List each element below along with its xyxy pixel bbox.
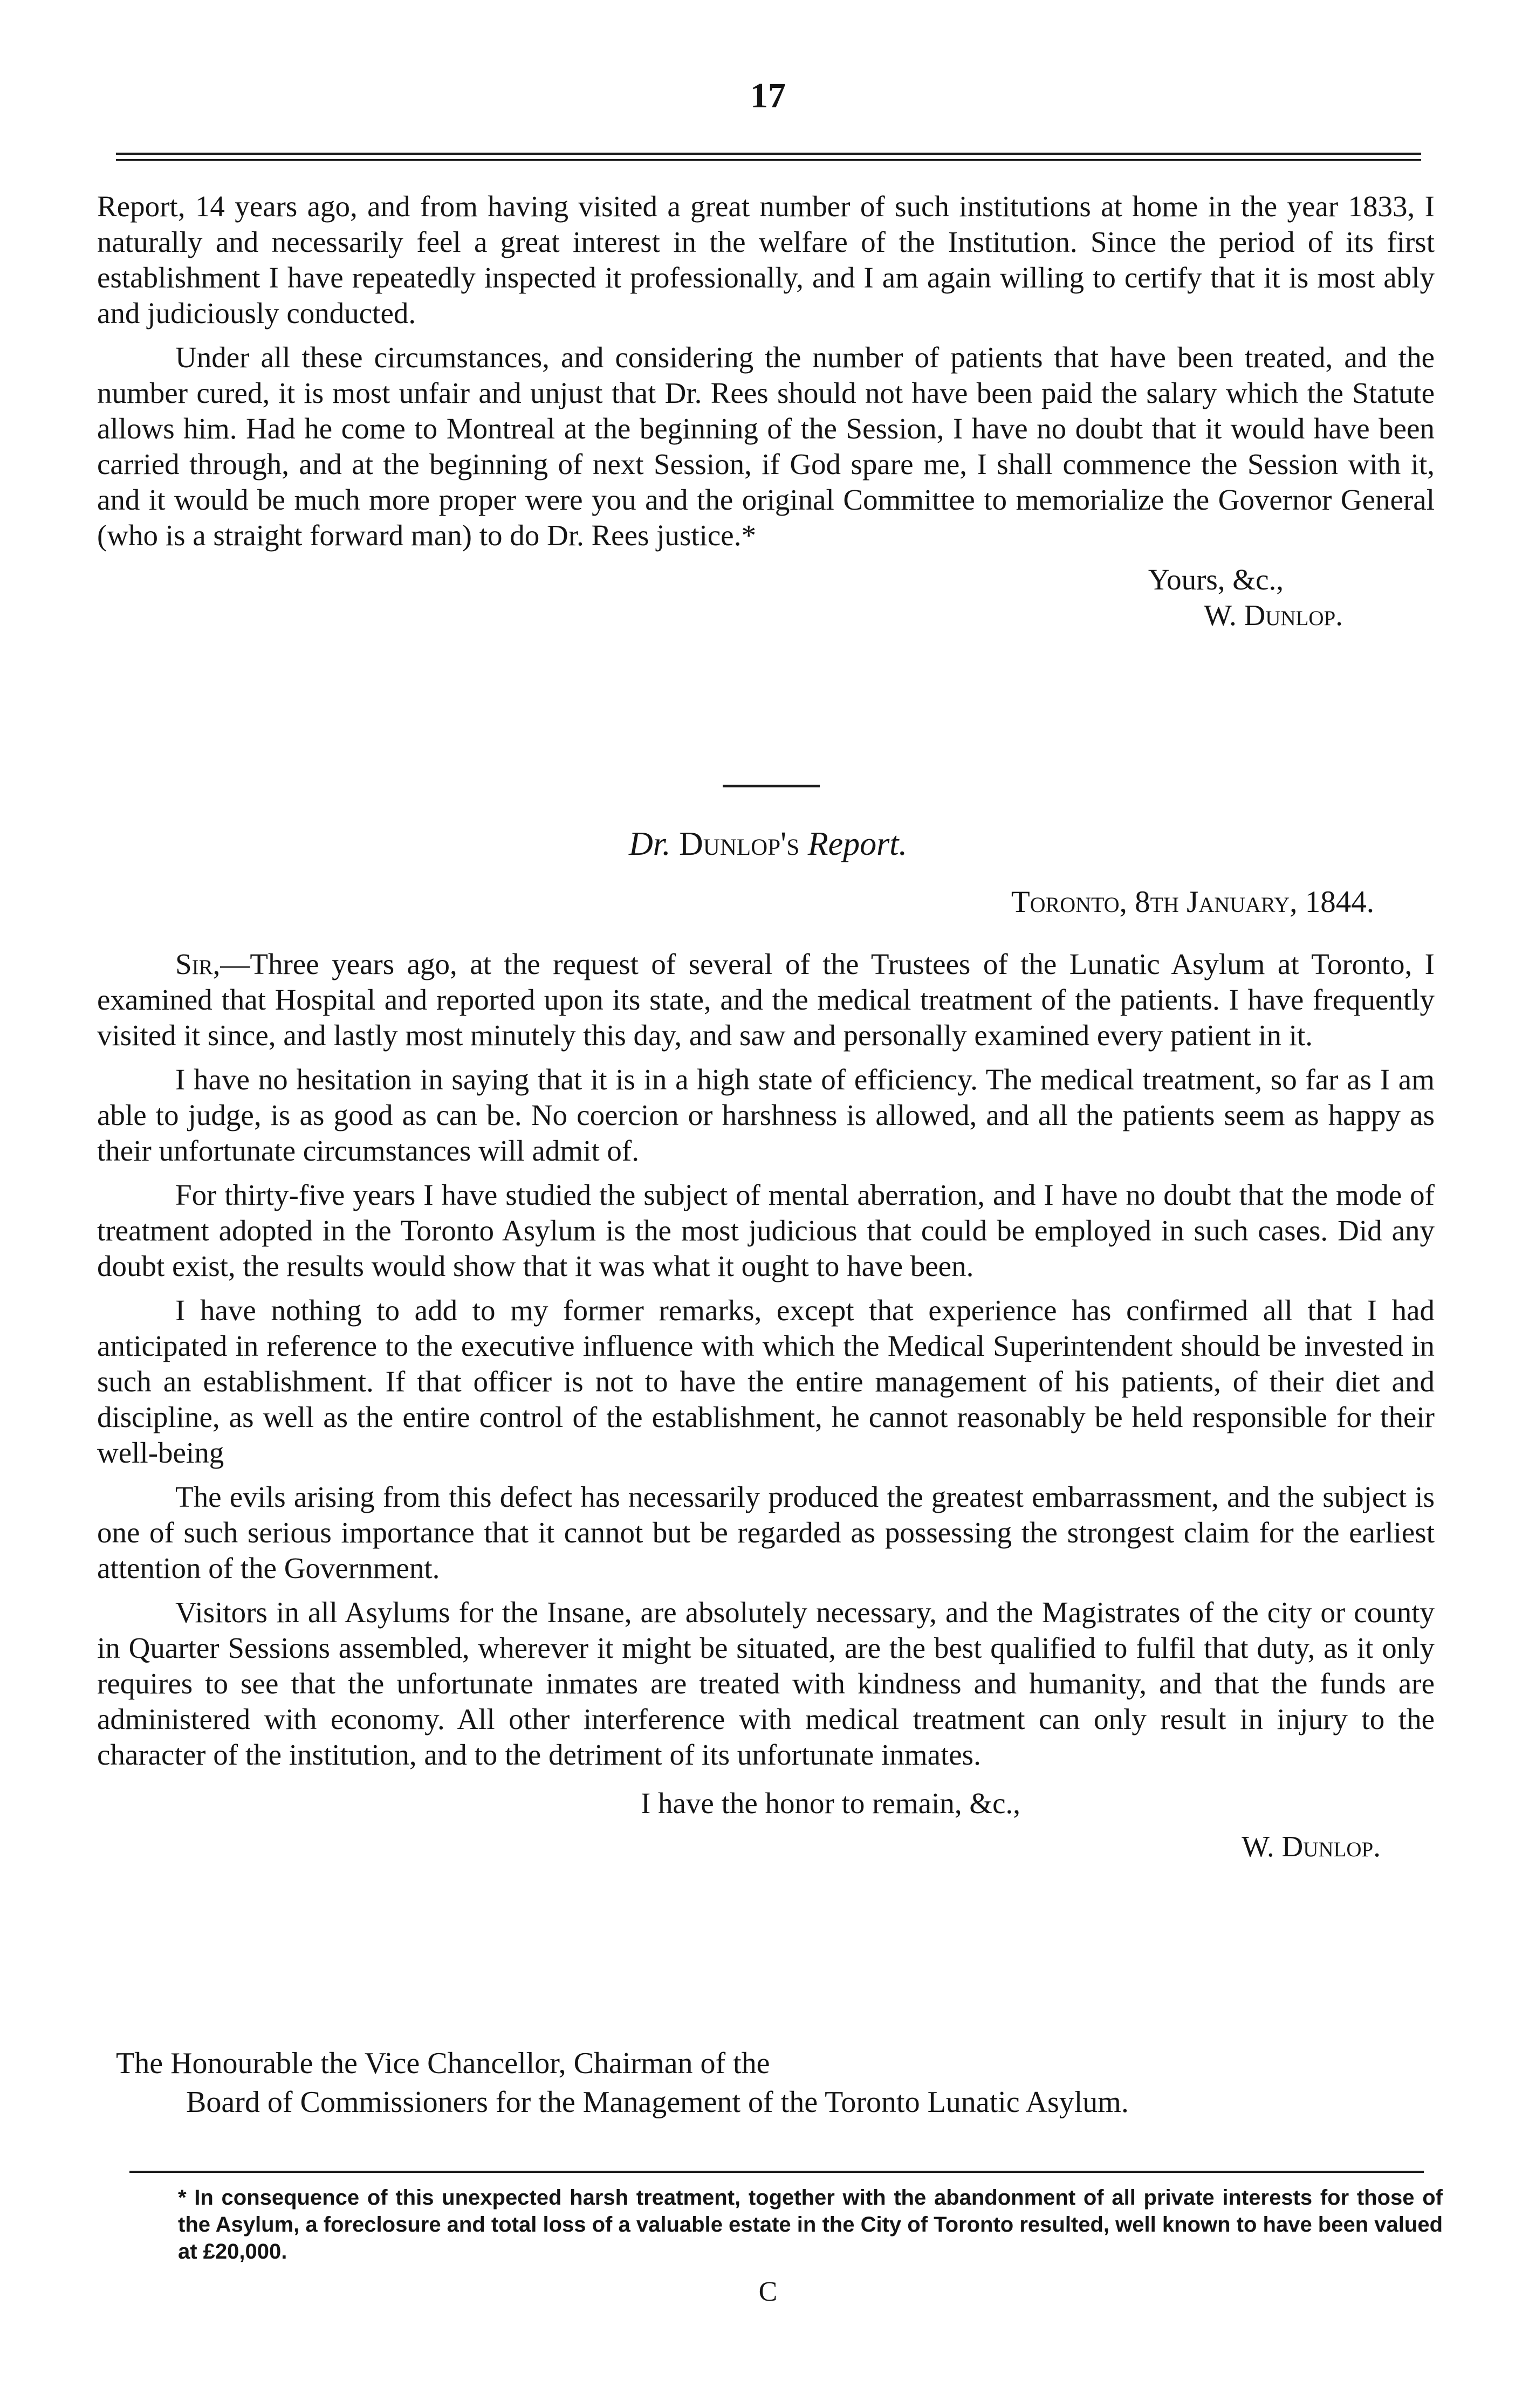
report-paragraph: Sir,—Three years ago, at the request of several of the Trustees of the Lunatic Asylum at Toronto, I examined that Hospital and reported upon its state, and the medical treatment of the patients. I have frequently visited it since, and lastly most minutely this day, and saw and personally examined every patient in it. (97, 948, 1435, 1052)
letter-section (97, 189, 1435, 633)
report-salutation: Sir, (175, 948, 221, 980)
report-title-suffix: Report. (807, 826, 907, 862)
letter-closing: Yours, &c., (1148, 563, 1284, 596)
page-number: 17 (750, 76, 786, 115)
letter-signature: W. Dunlop. (1204, 599, 1343, 632)
report-paragraph: The evils arising from this defect has necessarily produced the greatest embarrassment, and the subject is one of such serious importance that it cannot but be regarded as possessing the strongest claim for the earliest attention of the Government. (97, 1480, 1435, 1584)
report-dateline: Toronto, 8th January, 1844. (1011, 885, 1374, 919)
addressee-block (116, 2044, 1464, 2122)
report-title-prefix: Dr. (629, 826, 671, 862)
report-paragraph: I have nothing to add to my former remarks, except that experience has confirmed all that I had anticipated in reference to the executive influence with which the Medical Superintendent should be invested in such an establishment. If that officer is not to have the entire management of his patients, of their diet and discipline, as well as the entire control of the establishment, he cannot reasonably be held responsible for their well-being (97, 1294, 1435, 1469)
signature-mark: C (758, 2276, 778, 2307)
report-signature: W. Dunlop. (1242, 1830, 1381, 1863)
report-closing: I have the honor to remain, &c., (640, 1787, 1021, 1820)
section-divider (723, 785, 820, 787)
header-double-rule (116, 153, 1421, 161)
letter-paragraph: Under all these circumstances, and considering the number of patients that have been treated, and the number cured, it is most unfair and unjust that Dr. Rees should not have been paid the salary which the Statute allows him. Had he come to Montreal at the beginning of the Session, I have no doubt that it would have been carried through, and at the beginning of next Session, if God spare me, I shall commence the Session with it, and it would be much more proper were you and the original Committee to memorialize the Governor General (who is a straight forward man) to do Dr. Rees justice.* (97, 341, 1435, 552)
footnote-text: * In consequence of this unexpected harsh treatment, together with the abandonment of all private interests for those of the Asylum, a foreclosure and total loss of a valuable estate in the City of Toronto resulted, well known to have been valued at £20,000. (178, 2186, 1443, 2263)
report-paragraph: Visitors in all Asylums for the Insane, are absolutely necessary, and the Magistrates of the city or county in Quarter Sessions assembled, wherever it might be situated, are the best qualified to fulfil that duty, as it only requires to see that the unfortunate inmates are treated with kindness and humanity, and that the funds are administered with economy. All other interference with medical treatment can only result in injury to the character of the institution, and to the detriment of its unfortunate inmates. (97, 1596, 1435, 1771)
letter-paragraph: Report, 14 years ago, and from having visited a great number of such institutions at home in the year 1833, I naturally and necessarily feel a great interest in the welfare of the Institution. Since the period of its first establishment I have repeatedly inspected it professionally, and I am again willing to certify that it is most ably and judiciously conducted. (97, 190, 1435, 330)
addressee-line-1: The Honourable the Vice Chancellor, Chairman of the (116, 2047, 770, 2080)
report-body (97, 946, 1435, 1864)
report-paragraph: For thirty-five years I have studied the subject of mental aberration, and I have no doubt that the mode of treatment adopted in the Toronto Asylum is the most judicious that could be employed in such cases. Did any doubt exist, the results would show that it was what it ought to have been. (97, 1178, 1435, 1282)
addressee-line-2: Board of Commissioners for the Management of the Toronto Lunatic Asylum. (186, 2085, 1129, 2119)
report-title-name: Dunlop's (679, 826, 800, 862)
footnote (116, 2184, 1443, 2265)
report-title (0, 825, 1536, 863)
footnote-rule (129, 2171, 1424, 2173)
report-paragraph: I have no hesitation in saying that it is in a high state of efficiency. The medical treatment, so far as I am able to judge, is as good as can be. No coercion or harshness is allowed, and all the patients seem as happy as their unfortunate circumstances will admit of. (97, 1063, 1435, 1167)
